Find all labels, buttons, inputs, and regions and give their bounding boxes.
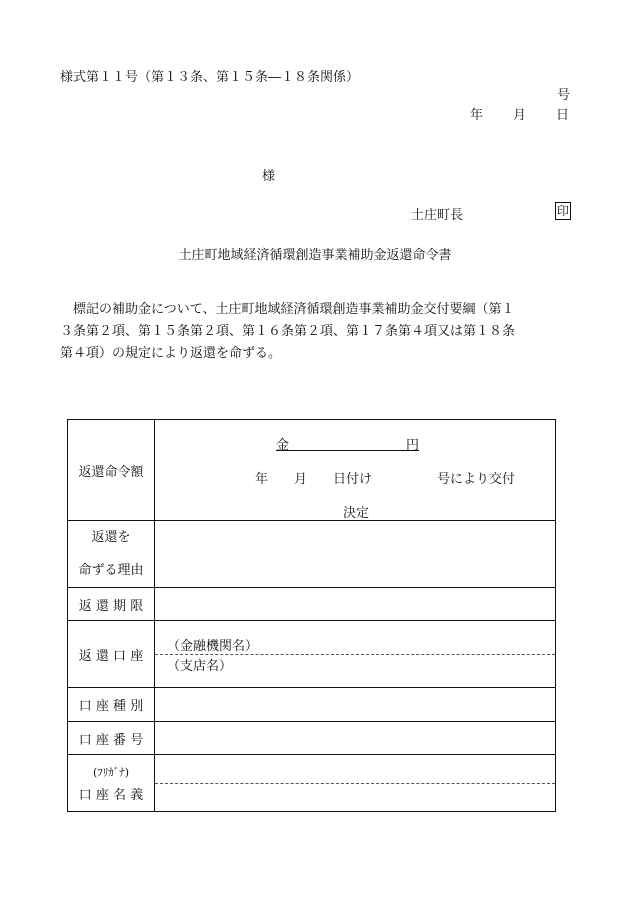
reason-field[interactable] [155, 521, 556, 588]
table-row [68, 722, 556, 755]
reason-label-line-2: 命ずる理由 [78, 563, 144, 578]
account-number-field[interactable] [155, 722, 556, 755]
furigana-field[interactable] [155, 783, 555, 784]
issue-date [470, 104, 569, 123]
branch-name-field[interactable] [155, 655, 555, 674]
holder-label: 口 座 名 義 [78, 788, 144, 803]
body-line-2: ３条第２項、第１５条第２項、第１６条第２項、第１７条第４項又は第１８条 [60, 324, 516, 339]
branch-name-label: （支店名） [167, 658, 233, 674]
bank-name-label: （金融機関名） [167, 638, 259, 654]
account-type-label: 口 座 種 別 [68, 688, 155, 722]
reason-label [68, 521, 155, 588]
holder-label-cell [68, 755, 155, 812]
body-line-3: 第４項）の規定により返還を命ずる。 [60, 346, 282, 361]
furigana-label: (ﾌﾘｶﾞﾅ) [92, 766, 130, 779]
date-month: 月 [513, 108, 527, 123]
table-row [68, 621, 556, 688]
account-label: 返 還 口 座 [68, 621, 155, 688]
account-field [155, 621, 556, 688]
table-row [68, 420, 556, 521]
table-row [68, 521, 556, 588]
addressee-suffix: 様 [262, 169, 276, 184]
table-row [68, 588, 556, 621]
decision-text: 決定 [342, 506, 369, 521]
document-number-suffix: 号 [557, 88, 571, 103]
bank-name-field[interactable] [155, 635, 555, 655]
issuer-title: 土庄町長 [411, 208, 464, 223]
account-number-label: 口 座 番 号 [68, 722, 155, 755]
holder-field [155, 755, 556, 812]
table-row [68, 755, 556, 812]
body-text [60, 299, 580, 365]
amount-label: 返還命令額 [68, 420, 155, 521]
amount-yen-line: 金 円 [276, 438, 420, 453]
seal-mark: 印 [557, 204, 570, 218]
table-row [68, 688, 556, 722]
document-title: 土庄町地域経済循環創造事業補助金返還命令書 [178, 248, 452, 263]
form-number: 様式第１１号（第１３条、第１５条―１８条関係） [60, 70, 360, 85]
period-label: 返 還 期 限 [68, 588, 155, 621]
date-day: 日 [556, 108, 570, 123]
reason-label-line-1: 返還を [91, 530, 131, 545]
repayment-form-table [67, 419, 556, 812]
grant-date-line: 年 月 日付け 号により交付 [255, 472, 516, 487]
body-line-1: 標記の補助金について、土庄町地域経済循環創造事業補助金交付要綱（第１ [73, 302, 515, 317]
date-year: 年 [470, 108, 484, 123]
account-type-field[interactable] [155, 688, 556, 722]
period-field[interactable] [155, 588, 556, 621]
amount-field[interactable] [155, 420, 556, 521]
